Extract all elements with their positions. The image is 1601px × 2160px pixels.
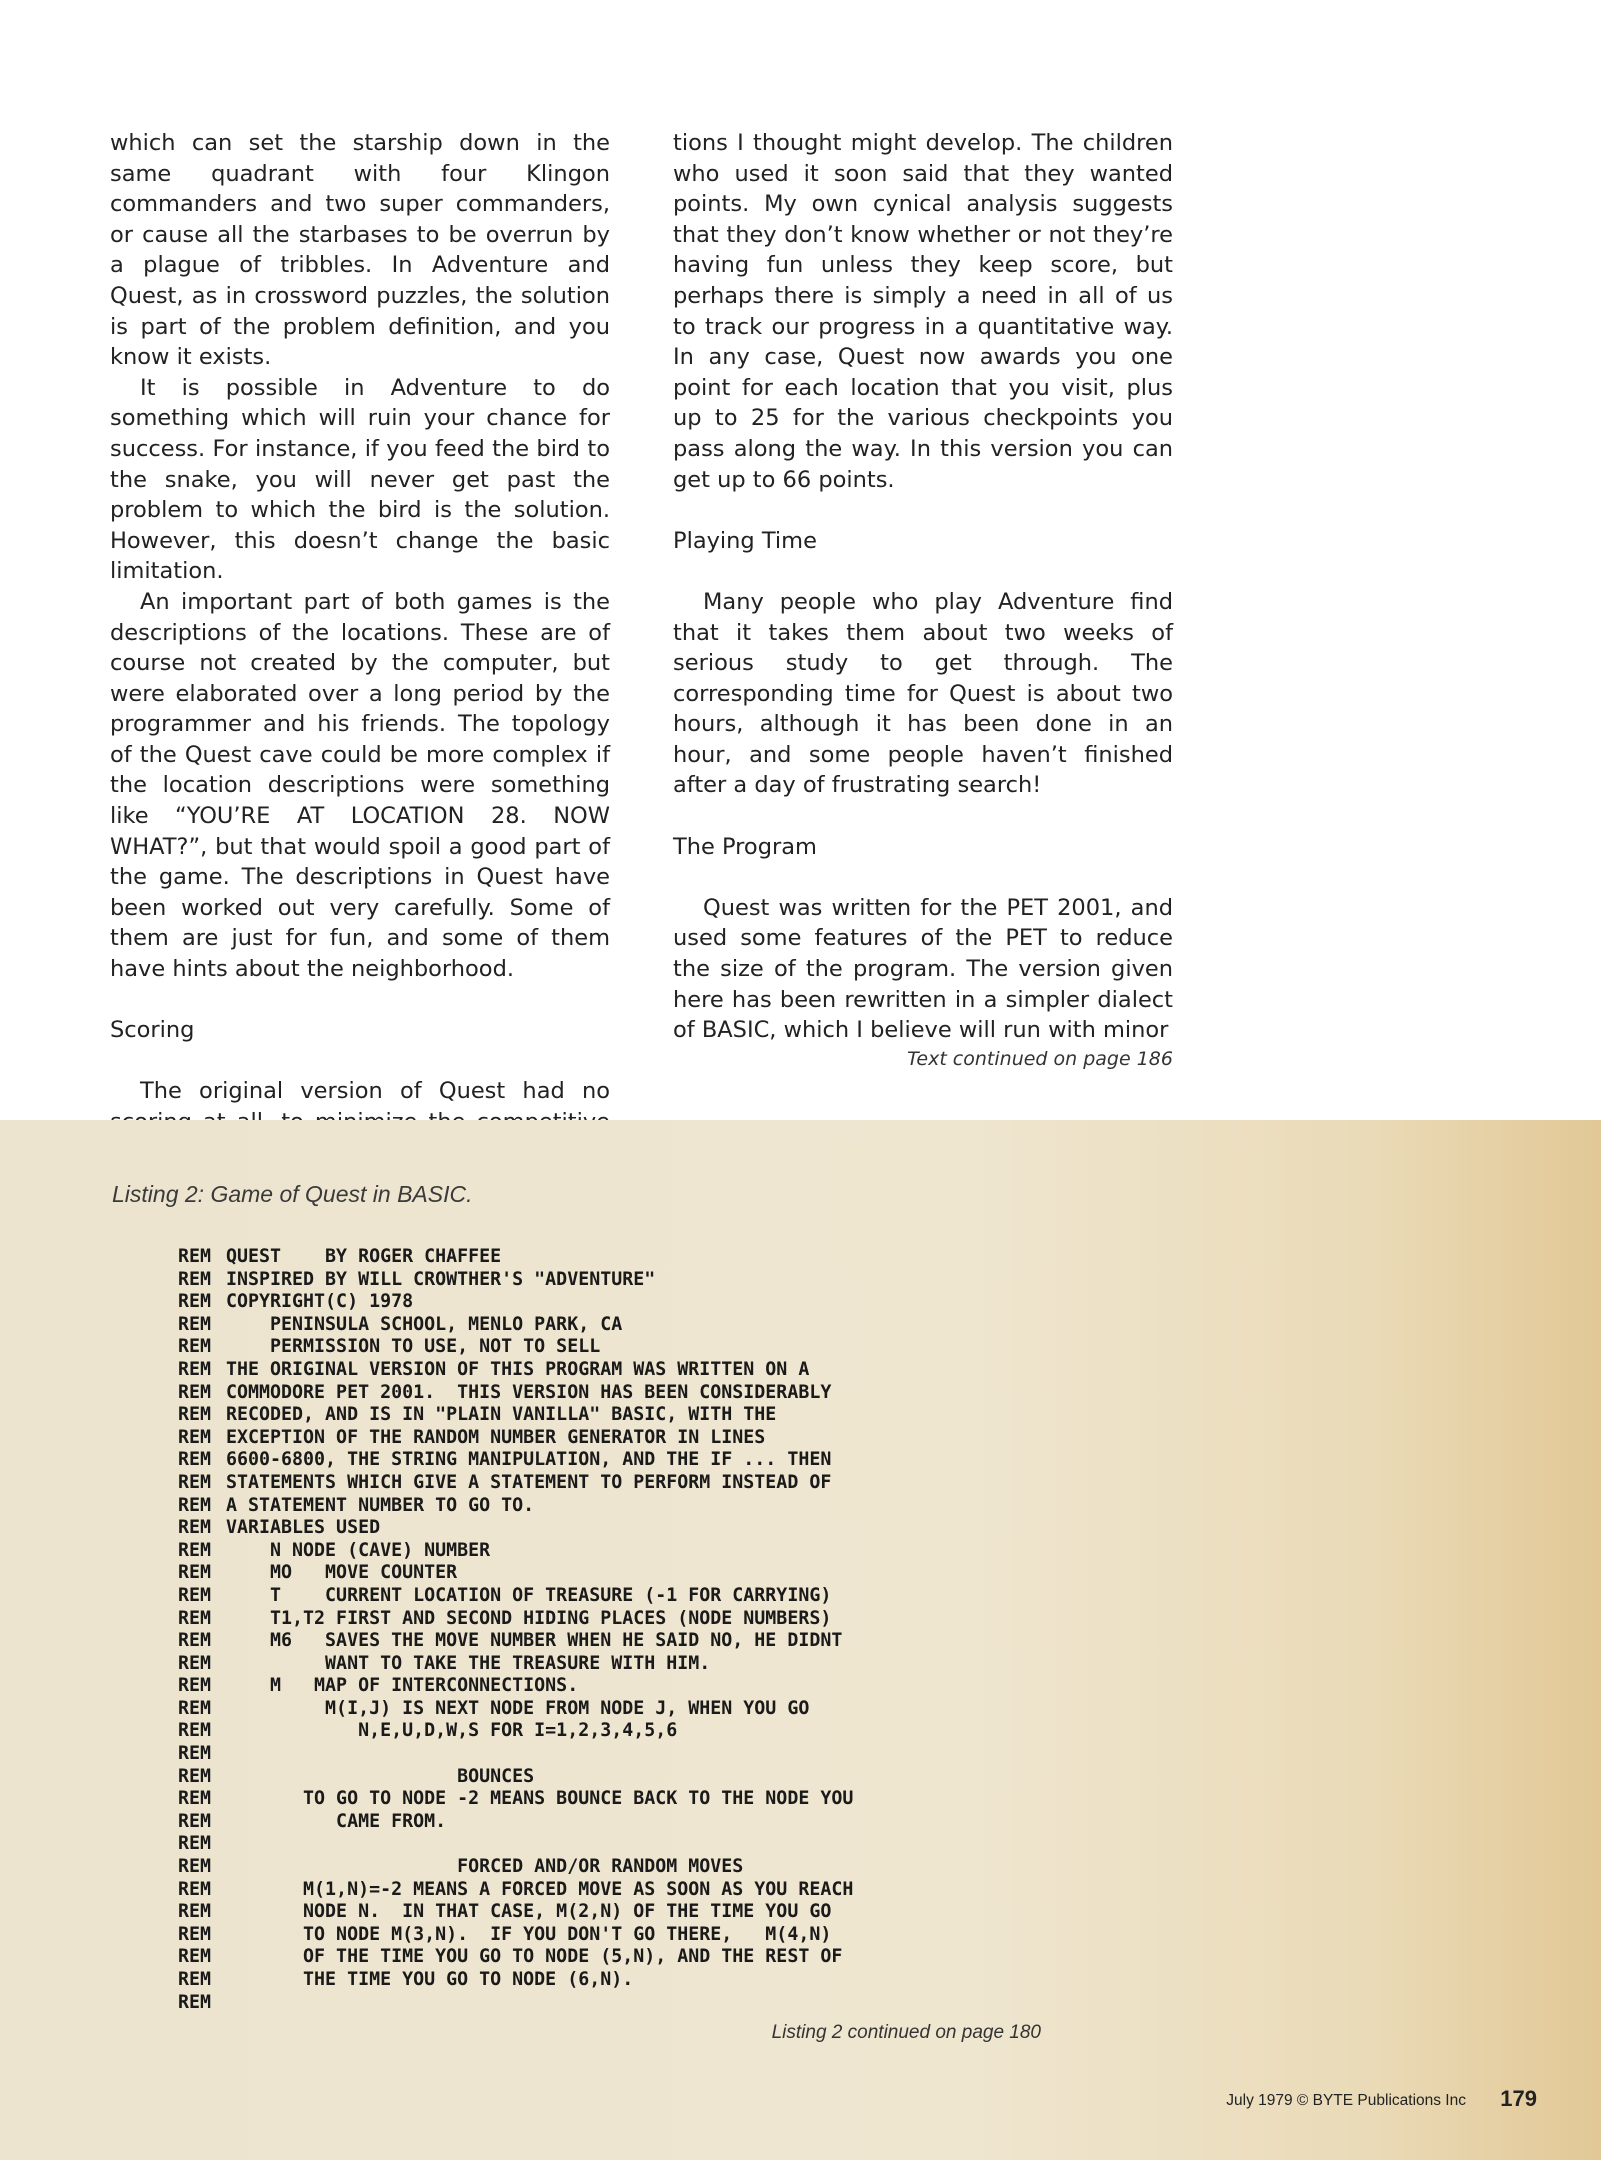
code-text: PENINSULA SCHOOL, MENLO PARK, CA — [226, 1313, 623, 1335]
paragraph: which can set the starship down in the same quadrant with four Klingon commanders and two super commanders, or cause all the starbases to be overrun by a plague of tribbles. In Adventure and Quest, as in crossword puzzles, the solution is part of the problem definition, and you know it exists. — [110, 130, 610, 371]
paragraph: An important part of both games is the descriptions of the locations. These are of course not created by the computer, but were elaborated over a long period by the programmer and his friends. The topology of the Quest cave could be more complex if the location descriptions were something like “YOU’RE AT LOCATION 28. NOW WHAT?”, but that would spoil a good part of the game. The descriptions in Quest have been worked out very carefully. Some of them are just for fun, and some of them have hints about the neighborhood. — [110, 588, 610, 983]
code-text: VARIABLES USED — [226, 1517, 381, 1539]
code-text: THE TIME YOU GO TO NODE (6,N). — [226, 1969, 634, 1990]
code-text: M(I,J) IS NEXT NODE FROM NODE J, WHEN YOU GO — [226, 1697, 810, 1719]
code-text: PERMISSION TO USE, NOT TO SELL — [226, 1336, 601, 1358]
keyword: REM — [178, 1358, 212, 1380]
keyword: REM — [178, 1833, 212, 1855]
code-text: CAME FROM. — [226, 1810, 447, 1832]
code-text: EXCEPTION OF THE RANDOM NUMBER GENERATOR IN LINES — [226, 1426, 766, 1448]
section-heading: Playing Time — [673, 527, 817, 554]
code-text: TO NODE M(3,N). IF YOU DON'T GO THERE, M(4,N) — [226, 1923, 832, 1945]
code-text: RECODED, AND IS IN "PLAIN VANILLA" BASIC, WITH THE — [226, 1404, 777, 1426]
code-text: M6 SAVES THE MOVE NUMBER WHEN HE SAID NO, HE DIDNT — [226, 1630, 843, 1652]
keyword: REM — [178, 1471, 212, 1493]
code-text: INSPIRED BY WILL CROWTHER'S "ADVENTURE" — [226, 1268, 656, 1290]
code-text: N,E,U,D,W,S FOR I=1,2,3,4,5,6 — [226, 1720, 678, 1742]
keyword: REM — [178, 1562, 212, 1584]
code-text: OF THE TIME YOU GO TO NODE (5,N), AND THE REST OF — [226, 1946, 843, 1968]
code-text: NODE N. IN THAT CASE, M(2,N) OF THE TIME YOU GO — [226, 1901, 832, 1923]
code-text: N NODE (CAVE) NUMBER — [226, 1539, 491, 1561]
code-text: BOUNCES — [226, 1765, 535, 1787]
paragraph: tions I thought might develop. The children who used it soon said that they wanted points. My own cynical analysis suggests that they don’t know whether or not they’re having fun unless they keep score, but perhaps there is simply a need in all of us to track our progress in a quantitative way. In any case, Quest now awards you one point for each location that you visit, plus up to 25 for the various checkpoints you pass along the way. In this version you can get up to 66 points. — [673, 130, 1173, 493]
paragraph-spacer — [673, 801, 1173, 832]
code-text: COMMODORE PET 2001. THIS VERSION HAS BEEN CONSIDERABLY — [226, 1381, 832, 1403]
code-text: 6600-6800, THE STRING MANIPULATION, AND THE IF ... THEN — [226, 1449, 832, 1471]
keyword: REM — [178, 1607, 212, 1629]
paragraph: The original version of Quest had no — [140, 1078, 610, 1105]
code-text: FORCED AND/OR RANDOM MOVES — [226, 1856, 744, 1878]
section-heading: Scoring — [110, 1017, 195, 1044]
code-text: M MAP OF INTERCONNECTIONS. — [226, 1675, 579, 1697]
code-text: A STATEMENT NUMBER TO GO TO. — [226, 1494, 535, 1516]
keyword: REM — [178, 1494, 212, 1516]
text-continued-note: Text continued on page 186 — [907, 1047, 1173, 1070]
keyword: REM — [178, 1788, 212, 1810]
keyword: REM — [178, 1404, 212, 1426]
code-text: M(1,N)=-2 MEANS A FORCED MOVE AS SOON AS YOU REACH — [226, 1878, 854, 1900]
keyword: REM — [178, 1449, 212, 1471]
code-text: T CURRENT LOCATION OF TREASURE (-1 FOR CARRYING) — [226, 1584, 832, 1606]
keyword: REM — [178, 1697, 212, 1719]
keyword: REM — [178, 1969, 212, 1990]
keyword: REM — [178, 1652, 212, 1674]
keyword: REM — [178, 1539, 212, 1561]
keyword: REM — [178, 1246, 212, 1267]
article-column-right — [673, 128, 1173, 1072]
keyword: REM — [178, 1630, 212, 1652]
code-text: QUEST BY ROGER CHAFFEE — [226, 1246, 502, 1267]
keyword: REM — [178, 1720, 212, 1742]
paragraph-spacer — [673, 495, 1173, 526]
paragraph: Quest was written for the PET 2001, and used some features of the PET to reduce the size of the program. The version given here has been rewritten in a simpler dialect of BASIC, which I believe will run with minor — [673, 894, 1173, 1044]
section-heading: The Program — [673, 833, 817, 860]
paragraph-spacer — [673, 862, 1173, 893]
keyword: REM — [178, 1856, 212, 1878]
keyword: REM — [178, 1946, 212, 1968]
footer-credit: July 1979 © BYTE Publications Inc — [1226, 2092, 1466, 2109]
code-text: WANT TO TAKE THE TREASURE WITH HIM. — [226, 1652, 711, 1674]
keyword: REM — [178, 1878, 212, 1900]
keyword: REM — [178, 1765, 212, 1787]
code-text: TO GO TO NODE -2 MEANS BOUNCE BACK TO THE NODE YOU — [226, 1788, 854, 1810]
listing-continued-note: Listing 2 continued on page 180 — [771, 2022, 1041, 2043]
keyword: REM — [178, 1381, 212, 1403]
page-number: 179 — [1500, 2086, 1537, 2111]
keyword: REM — [178, 1743, 212, 1765]
keyword: REM — [178, 1426, 212, 1448]
keyword: REM — [178, 1991, 212, 2013]
keyword: REM — [178, 1901, 212, 1923]
keyword: REM — [178, 1313, 212, 1335]
paragraph: Many people who play Adventure find that it takes them about two weeks of serious study to get through. The corresponding time for Quest is about two hours, although it has been done in an hour, and some people haven’t finished after a day of frustrating search! — [673, 588, 1173, 799]
paragraph-spacer — [673, 556, 1173, 587]
listing-caption: Listing 2: Game of Quest in BASIC. — [112, 1181, 473, 1207]
code-text: THE ORIGINAL VERSION OF THIS PROGRAM WAS WRITTEN ON A — [226, 1358, 810, 1380]
code-text: COPYRIGHT(C) 1978 — [226, 1291, 414, 1313]
code-text: MO MOVE COUNTER — [226, 1562, 458, 1584]
code-text: STATEMENTS WHICH GIVE A STATEMENT TO PERFORM INSTEAD OF — [226, 1471, 832, 1493]
keyword: REM — [178, 1584, 212, 1606]
keyword: REM — [178, 1923, 212, 1945]
paragraph-spacer — [110, 985, 610, 1016]
keyword: REM — [178, 1291, 212, 1313]
keyword: REM — [178, 1675, 212, 1697]
keyword: REM — [178, 1810, 212, 1832]
paragraph: It is possible in Adventure to do something which will ruin your chance for success. For instance, if you feed the bird to the snake, you will never get past the problem to which the bird is the solution. However, this doesn’t change the basic limitation. — [110, 374, 610, 585]
code-text: T1,T2 FIRST AND SECOND HIDING PLACES (NODE NUMBERS) — [226, 1607, 832, 1629]
keyword: REM — [178, 1268, 212, 1290]
article-column-left — [110, 128, 610, 1168]
keyword: REM — [178, 1517, 212, 1539]
paragraph-spacer — [110, 1046, 610, 1077]
keyword: REM — [178, 1336, 212, 1358]
